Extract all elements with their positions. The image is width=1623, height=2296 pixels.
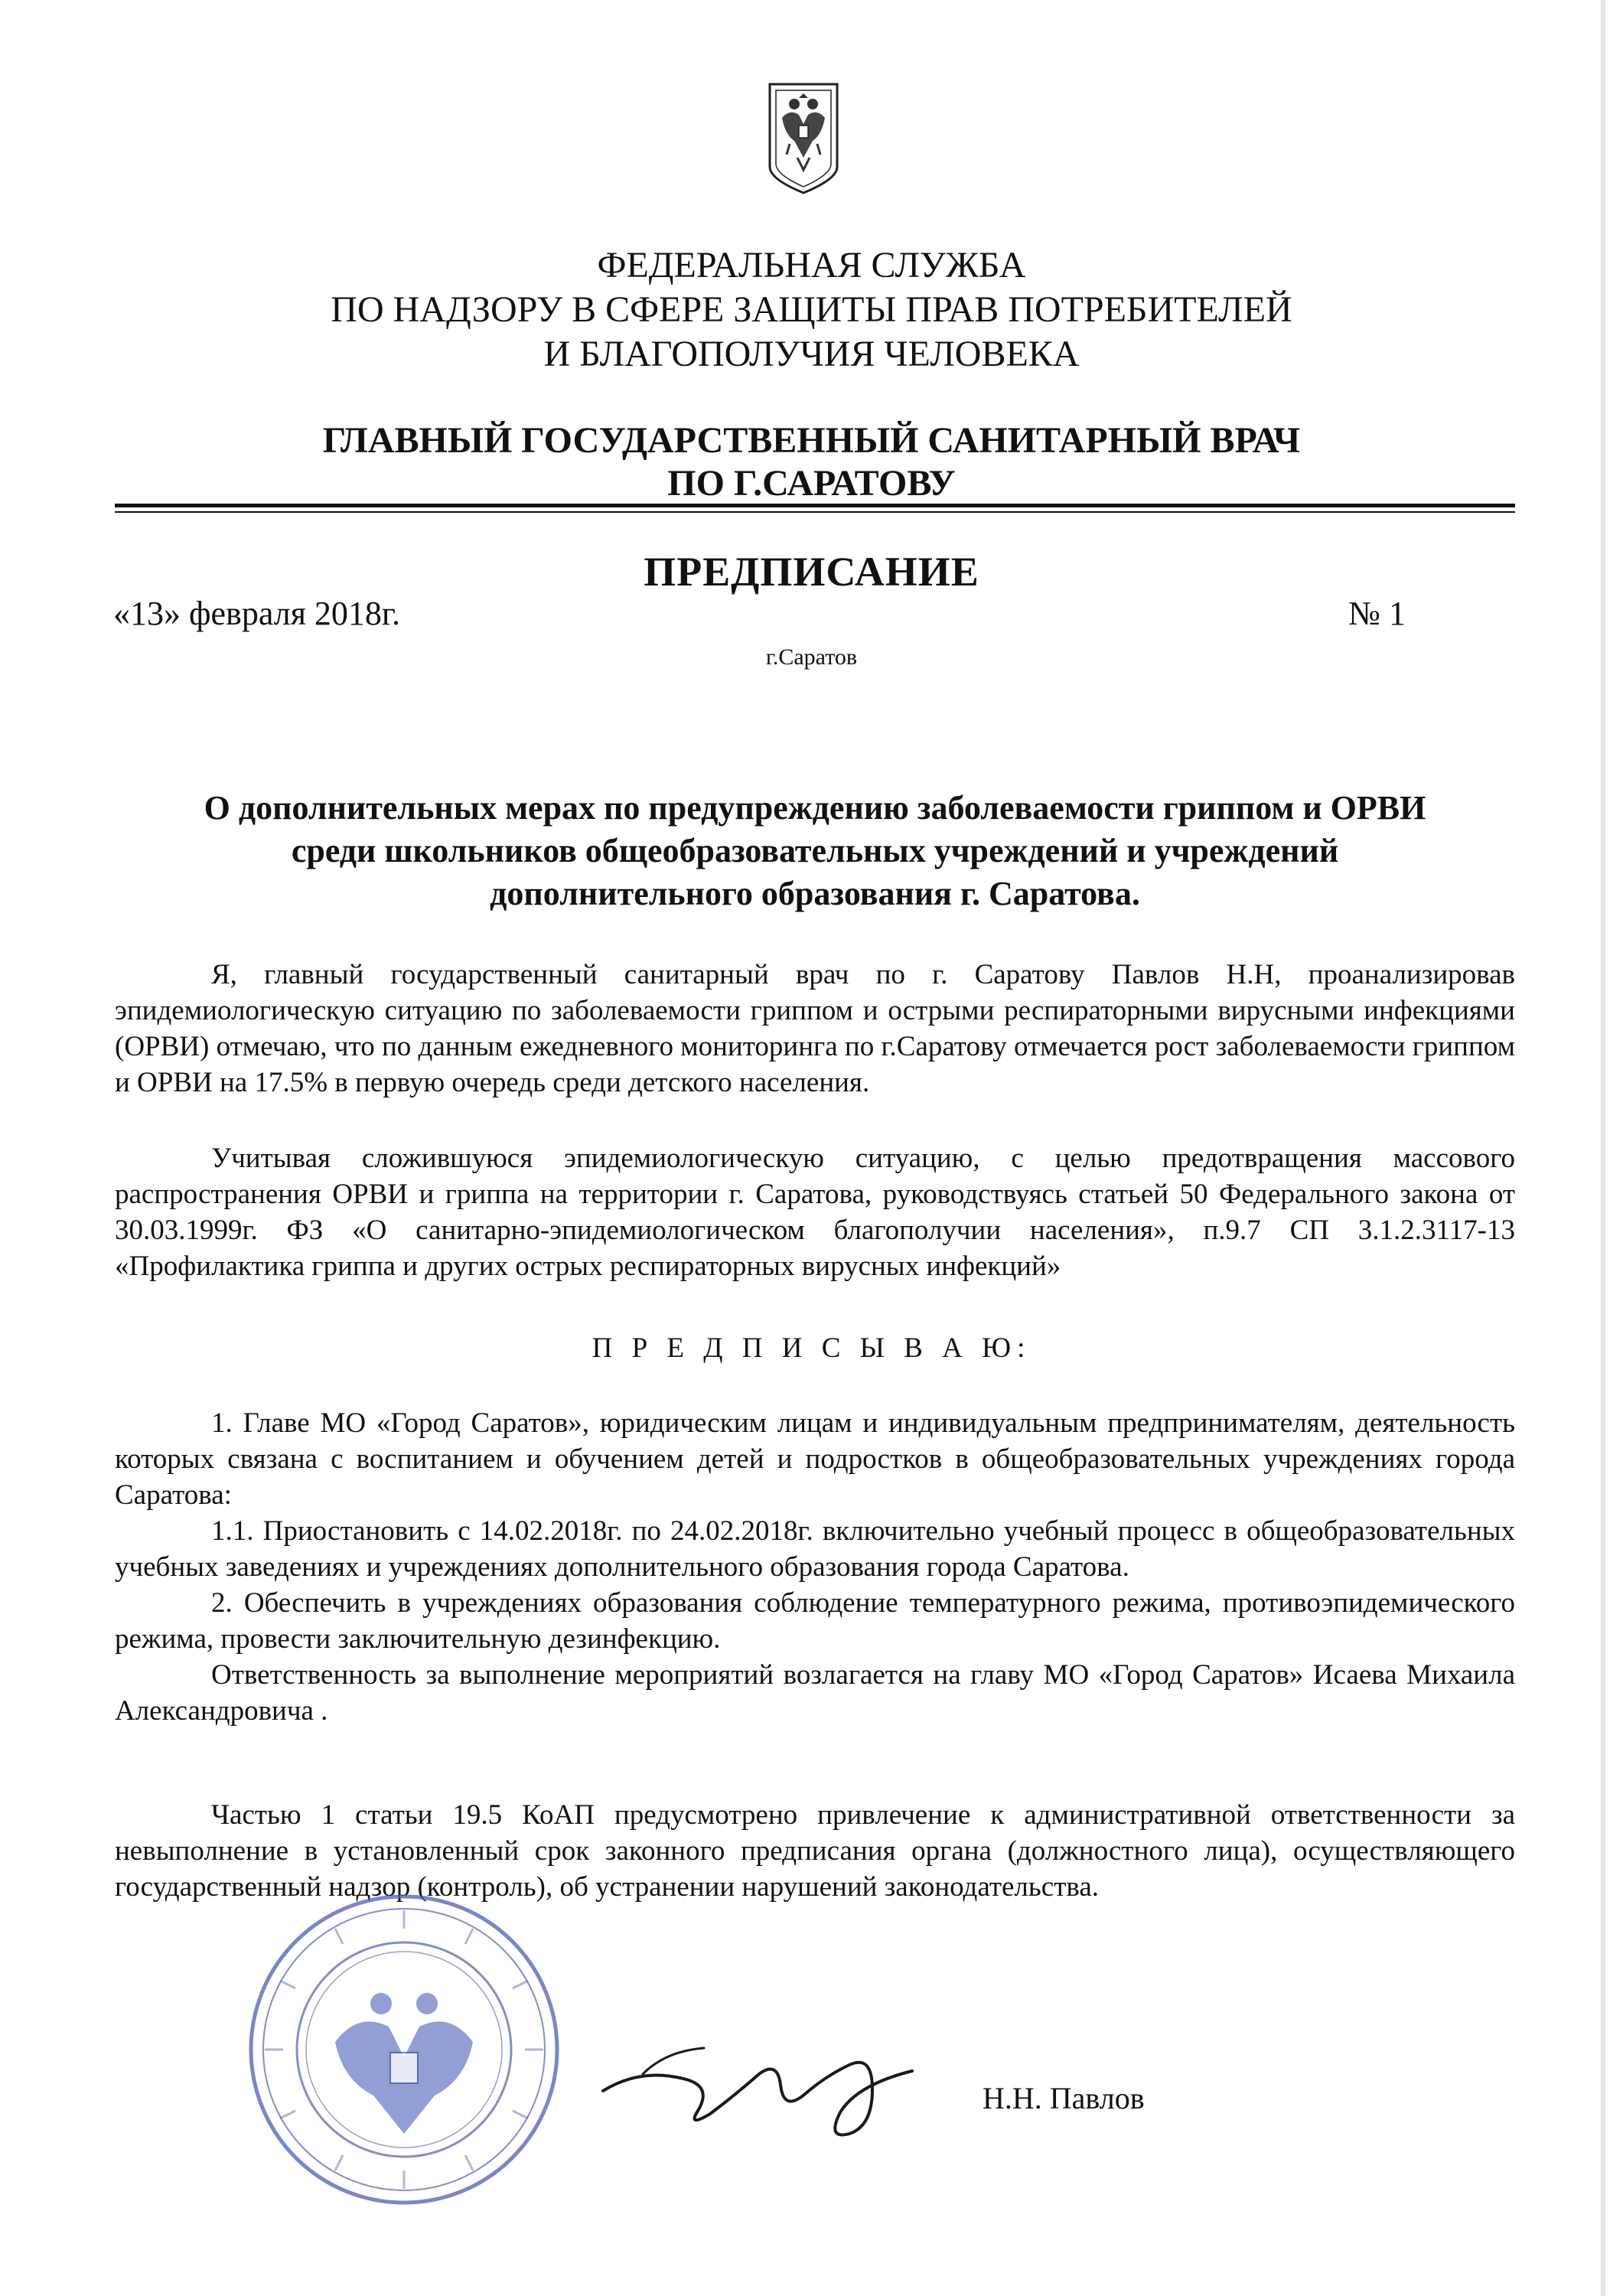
chief-line-2: ПО Г.САРАТОВУ (667, 463, 956, 504)
paragraph-analysis (115, 957, 1515, 1101)
subject-line-2: среди школьников общеобразовательных учреждений и учреждений (291, 832, 1339, 869)
agency-line-2: ПО НАДЗОРУ В СФЕРЕ ЗАЩИТЫ ПРАВ ПОТРЕБИТЕЛЕЙ (331, 289, 1292, 330)
chief-heading (0, 419, 1623, 505)
item-1: 1. Главе МО «Город Саратов», юридическим лицам и индивидуальным предпринимателям, деятельность которых связана с воспитанием и обучением детей и подростков в общеобразовательных учреждениях города Саратова: (115, 1407, 1515, 1511)
agency-heading (0, 243, 1623, 377)
chief-line-1: ГЛАВНЫЙ ГОСУДАРСТВЕННЫЙ САНИТАРНЫЙ ВРАЧ (322, 420, 1301, 461)
document-date: «13» февраля 2018г. (113, 595, 401, 632)
agency-line-3: И БЛАГОПОЛУЧИЯ ЧЕЛОВЕКА (543, 334, 1080, 374)
coat-of-arms-emblem (767, 81, 840, 196)
decree-items (115, 1405, 1515, 1729)
header-rule-thin (115, 511, 1515, 513)
responsibility-paragraph: Ответственность за выполнение мероприятий возлагается на главу МО «Город Саратов» Исаева Михаила Александровича . (115, 1659, 1515, 1727)
document-city: г.Саратов (765, 644, 858, 670)
paragraph-1: Я, главный государственный санитарный врач по г. Саратову Павлов Н.Н, проанализировав эпидемиологическую ситуацию по заболеваемости гриппом и острыми респираторными вирусными инфекциями (ОРВИ) отмечаю, что по данным ежедневного мониторинга по г.Саратову отмечается рост заболеваемости гриппом и ОРВИ на 17.5% в первую очередь среди детского населения. (115, 959, 1515, 1098)
official-stamp (243, 1889, 565, 2210)
subject-line-3: дополнительного образования г. Саратова. (490, 875, 1140, 912)
document-subject (115, 787, 1515, 915)
document-number: № 1 (1348, 595, 1406, 632)
document-title: ПРЕДПИСАНИЕ (644, 549, 979, 595)
handwritten-signature (597, 2020, 918, 2151)
decree-heading: П Р Е Д П И С Ы В А Ю: (592, 1332, 1031, 1364)
agency-line-1: ФЕДЕРАЛЬНАЯ СЛУЖБА (597, 245, 1026, 285)
paragraph-basis (115, 1140, 1515, 1284)
item-1-1: 1.1. Приостановить с 14.02.2018г. по 24.02.2018г. включительно учебный процесс в общеобразовательных учебных заведениях и учреждениях дополнительного образования города Саратова. (115, 1515, 1515, 1583)
liability-paragraph: Частью 1 статьи 19.5 КоАП предусмотрено привлечение к административной ответственности за невыполнение в установленный срок законного предписания органа (должностного лица), осуществляющего государственный надзор (контроль), об устранении нарушений законодательства. (115, 1799, 1515, 1903)
header-rule-thick (115, 504, 1515, 507)
paragraph-2: Учитывая сложившуюся эпидемиологическую ситуацию, с целью предотвращения массового распространения ОРВИ и гриппа на территории г. Саратова, руководствуясь статьей 50 Федерального закона от 30.03.1999г. ФЗ «О санитарно-эпидемиологическом благополучии населения», п.9.7 СП 3.1.2.3117-13 «Профилактика гриппа и других острых респираторных вирусных инфекций» (115, 1143, 1515, 1282)
signatory-name: Н.Н. Павлов (983, 2081, 1145, 2115)
subject-line-1: О дополнительных мерах по предупреждению заболеваемости гриппом и ОРВИ (204, 789, 1426, 827)
item-2: 2. Обеспечить в учреждениях образования соблюдение температурного режима, противоэпидемического режима, провести заключительную дезинфекцию. (115, 1587, 1515, 1655)
